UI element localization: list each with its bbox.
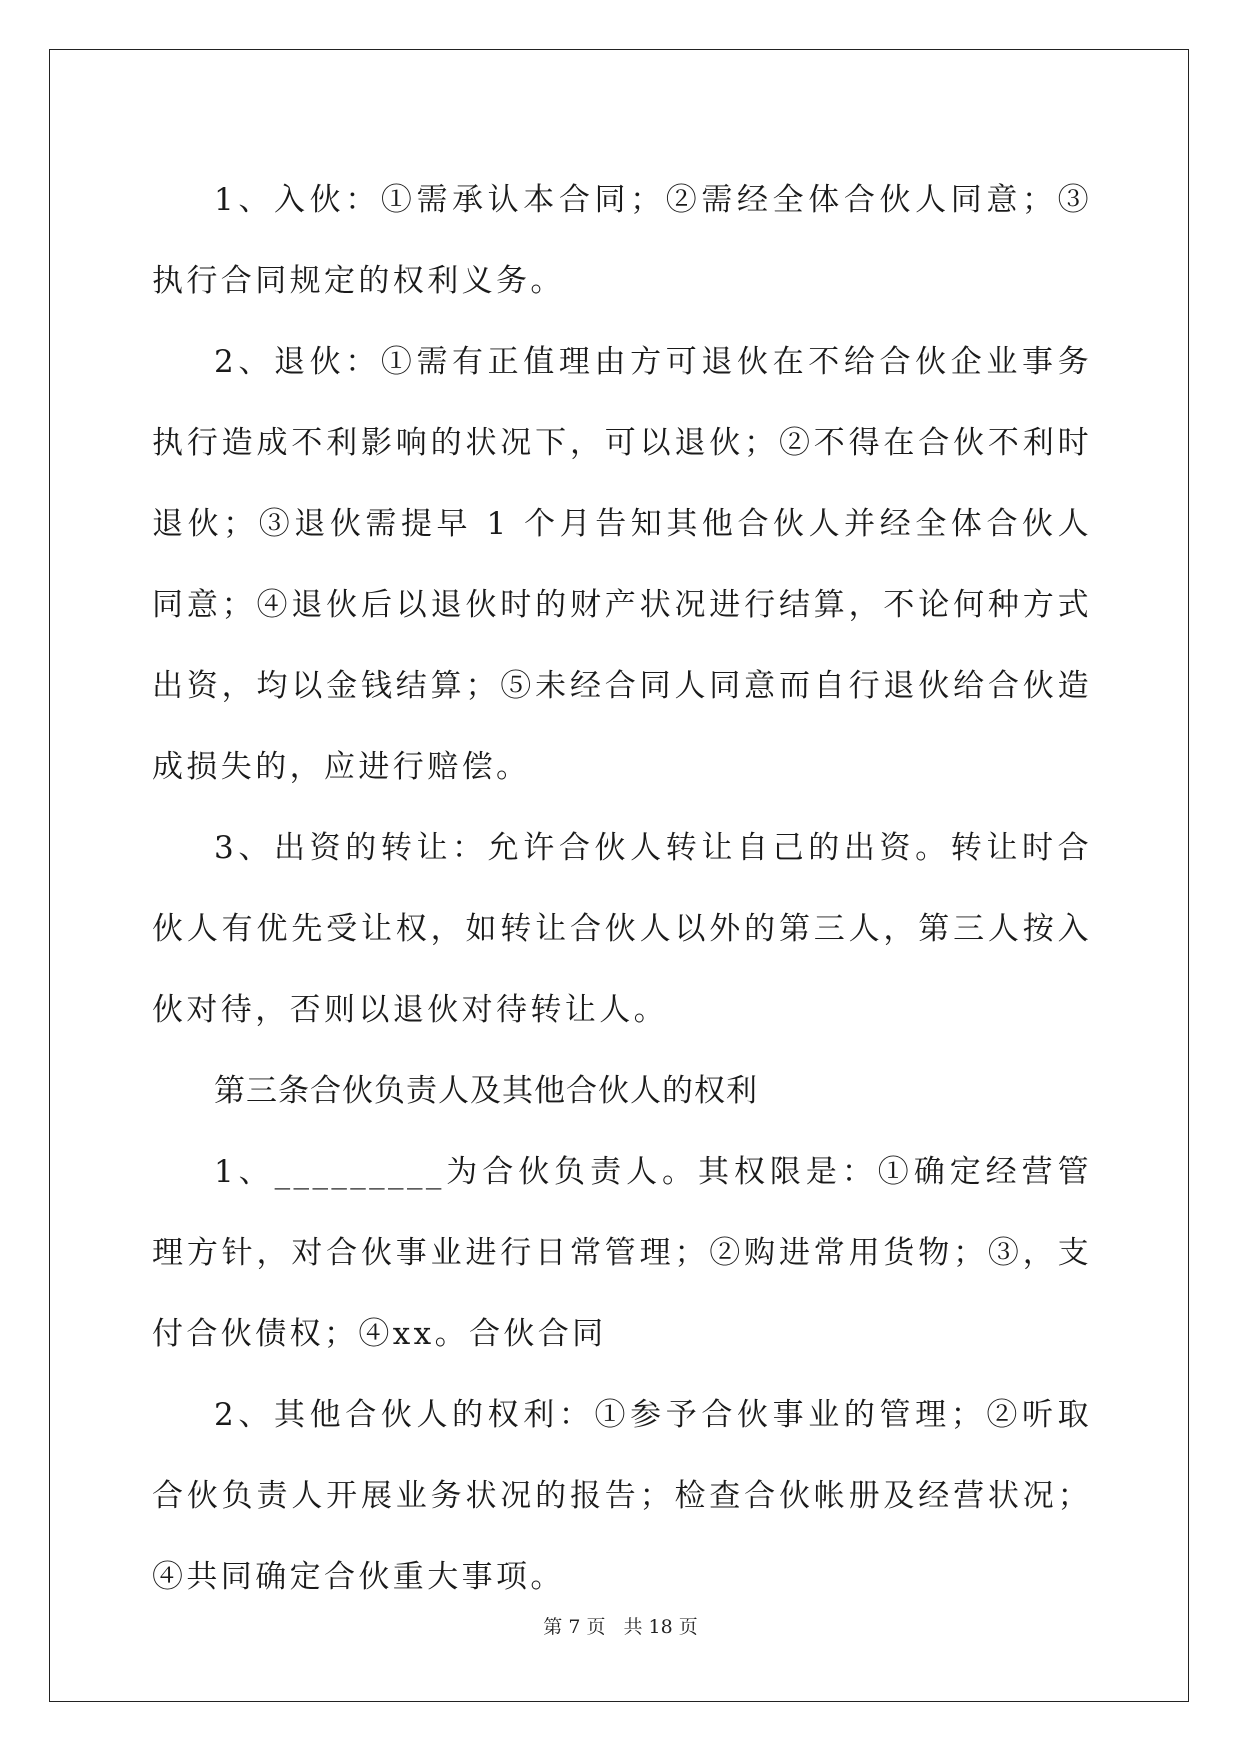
document-body [152,160,1092,1618]
paragraph-capital-transfer: 3、出资的转让：允许合伙人转让自己的出资。转让时合伙人有优先受让权，如转让合伙人以外的第三人，第三人按入伙对待，否则以退伙对待转让人。 [152,830,1092,1028]
page-number: 第 7 页 [543,1616,606,1638]
article-heading: 第三条合伙负责人及其他合伙人的权利 [214,1073,758,1109]
paragraph-responsible-partner: 1、_________为合伙负责人。其权限是：①确定经营管理方针，对合伙事业进行日常管理；②购进常用货物；③，支付合伙债权；④xx。合伙合同 [152,1154,1092,1352]
paragraph-joining: 1、入伙：①需承认本合同；②需经全体合伙人同意；③执行合同规定的权利义务。 [152,182,1092,299]
page-total: 共 18 页 [623,1616,698,1638]
paragraph-withdrawal: 2、退伙：①需有正值理由方可退伙在不给合伙企业事务执行造成不利影响的状况下，可以退伙；②不得在合伙不利时退伙；③退伙需提早 1 个月告知其他合伙人并经全体合伙人同意；④退伙后以退伙时的财产状况进行结算，不论何种方式出资，均以金钱结算；⑤未经合同人同意而自行退伙给合伙造成损失的，应进行赔偿。 [152,344,1092,785]
paragraph-other-partners-rights: 2、其他合伙人的权利：①参予合伙事业的管理；②听取合伙负责人开展业务状况的报告；检查合伙帐册及经营状况；④共同确定合伙重大事项。 [152,1397,1092,1595]
page-footer [0,1612,1241,1639]
